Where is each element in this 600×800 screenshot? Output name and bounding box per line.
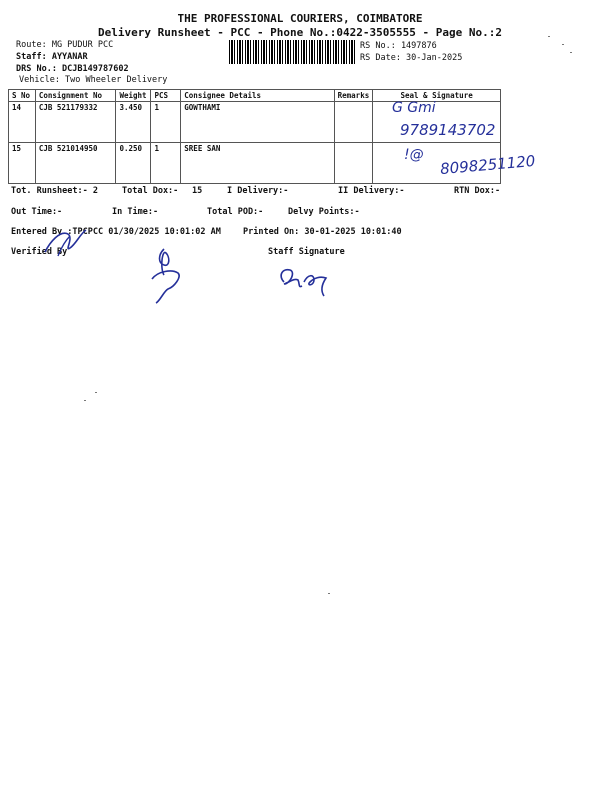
verified-by-signature xyxy=(148,245,188,307)
scan-speck xyxy=(328,593,330,594)
scan-speck xyxy=(570,52,572,53)
total-dox-label: Total Dox:- xyxy=(122,186,179,196)
ii-delivery: II Delivery:- xyxy=(338,186,405,196)
entered-by: Entered By :TPCPCC 01/30/2025 10:01:02 AM xyxy=(11,227,221,237)
cell-pcs: 1 xyxy=(151,102,181,143)
delvy-points: Delvy Points:- xyxy=(288,207,360,217)
drs-number: DRS No.: DCJB149787602 xyxy=(16,64,129,74)
handwritten-signature-row-14: G Gmi xyxy=(392,100,436,116)
runsheet-subtitle: Delivery Runsheet - PCC - Phone No.:0422-3505555 - Page No.:2 xyxy=(98,26,502,39)
cell-remarks xyxy=(334,143,373,184)
col-header-consignment: Consignment No xyxy=(35,90,116,102)
cell-consignment: CJB 521179332 xyxy=(35,102,116,143)
col-header-pcs: PCS xyxy=(151,90,181,102)
total-dox-value: 15 xyxy=(192,186,203,196)
vehicle-label: Vehicle: Two Wheeler Delivery xyxy=(19,75,168,85)
handwritten-signature-row-15: !@ xyxy=(404,147,424,163)
staff-label: Staff: AYYANAR xyxy=(16,52,88,62)
i-delivery: I Delivery:- xyxy=(227,186,289,196)
cell-consignee: SREE SAN xyxy=(181,143,334,184)
cell-weight: 0.250 xyxy=(116,143,151,184)
staff-signature xyxy=(276,264,338,298)
table-row xyxy=(9,143,501,184)
rs-number: RS No.: 1497876 xyxy=(360,41,437,51)
company-title: THE PROFESSIONAL COURIERS, COIMBATORE xyxy=(177,12,423,25)
col-header-weight: Weight xyxy=(116,90,151,102)
handwritten-phone-row-15: 8098251120 xyxy=(439,151,537,179)
col-header-sno: S No xyxy=(9,90,36,102)
scan-speck xyxy=(95,392,97,393)
in-time: In Time:- xyxy=(112,207,159,217)
verified-by: Verified By xyxy=(11,247,68,257)
rs-date: RS Date: 30-Jan-2025 xyxy=(360,53,463,63)
barcode xyxy=(229,40,355,64)
cell-sno: 14 xyxy=(9,102,36,143)
col-header-consignee: Consignee Details xyxy=(181,90,334,102)
cell-remarks xyxy=(334,102,373,143)
col-header-seal-signature: Seal & Signature xyxy=(373,90,501,102)
printed-on: Printed On: 30-01-2025 10:01:40 xyxy=(243,227,402,237)
rtn-dox: RTN Dox:- xyxy=(454,186,501,196)
cell-consignment: CJB 521014950 xyxy=(35,143,116,184)
cell-pcs: 1 xyxy=(151,143,181,184)
scan-speck xyxy=(548,36,550,37)
cell-sno: 15 xyxy=(9,143,36,184)
staff-signature-label: Staff Signature xyxy=(268,247,345,257)
scan-speck xyxy=(562,44,564,45)
entered-by-signature xyxy=(40,222,90,262)
cell-consignee: GOWTHAMI xyxy=(181,102,334,143)
out-time: Out Time:- xyxy=(11,207,63,217)
handwritten-phone-row-14: 9789143702 xyxy=(400,121,496,139)
total-pod: Total POD:- xyxy=(207,207,264,217)
cell-weight: 3.450 xyxy=(116,102,151,143)
col-header-remarks: Remarks xyxy=(334,90,373,102)
tot-runsheet: Tot. Runsheet:- 2 xyxy=(11,186,98,196)
route-label: Route: MG PUDUR PCC xyxy=(16,40,114,50)
scan-speck xyxy=(84,400,86,401)
